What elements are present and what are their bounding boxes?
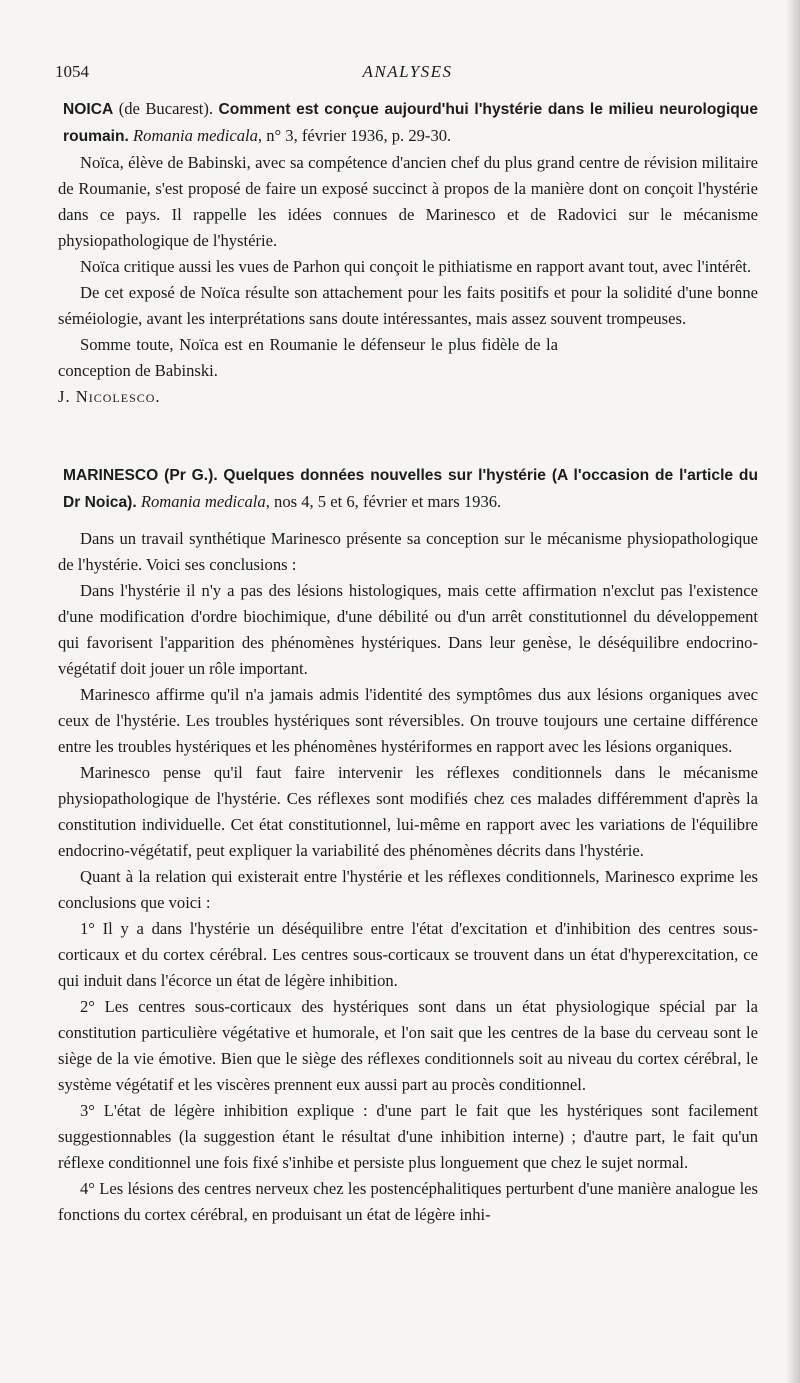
article-author: MARINESCO (Pr G.). — [63, 467, 218, 484]
running-title: ANALYSES — [362, 62, 453, 81]
article-noica — [58, 96, 758, 410]
paragraph: 1° Il y a dans l'hystérie un déséquilibre entre l'état d'excitation et d'inhibition des centres sous-corticaux et du cortex cérébral. Les centres sous-corticaux se trouvent dans un état d'hyperexcitation, ce qui induit dans l'écorce un état de légère inhibition. — [58, 919, 758, 990]
paragraph: Noïca critique aussi les vues de Parhon qui conçoit le pithiatisme en rapport avant tout, avec l'intérêt. — [80, 257, 752, 276]
article-heading — [63, 462, 758, 516]
paragraph: Dans un travail synthétique Marinesco présente sa conception sur le mécanisme physiopathologique de l'hystérie. Voici ses conclusions : — [58, 529, 758, 574]
article-title: Quelques données nouvelles sur l'hystérie (A l'occasion de l'article du Dr Noica). — [63, 467, 758, 511]
running-header — [55, 62, 760, 86]
paragraph: Marinesco affirme qu'il n'a jamais admis l'identité des symptômes dus aux lésions organiques avec ceux de l'hystérie. Les troubles hystériques sont réversibles. On trouve toujours une certaine différence entre les troubles hystériques et les phénomènes hystériformes en rapport avec les lésions organiques. — [58, 685, 758, 756]
article-marinesco — [58, 462, 758, 1228]
paragraph: Quant à la relation qui existerait entre l'hystérie et les réflexes conditionnels, Marinesco exprime les conclusions que voici : — [58, 867, 758, 912]
signature: J. Nicolesco. — [58, 387, 161, 406]
paragraph: 3° L'état de légère inhibition explique : d'une part le fait que les hystériques sont facilement suggestionnables (la suggestion étant le résultat d'une inhibition interne) ; d'autre part, le fait qu'un réflexe conditionnel une fois fixé s'inhibe et persiste plus longuement que chez le sujet normal. — [58, 1101, 758, 1172]
paragraph: Somme toute, Noïca est en Roumanie le défenseur le plus fidèle de la conception de Babinski. — [58, 335, 558, 380]
article-journal: Romania medicala — [133, 126, 258, 145]
page-number: 1054 — [55, 62, 89, 81]
article-reference: , nos 4, 5 et 6, février et mars 1936. — [265, 492, 502, 511]
article-reference: , n° 3, février 1936, p. 29-30. — [257, 126, 452, 145]
paragraph: Noïca, élève de Babinski, avec sa compétence d'ancien chef du plus grand centre de révision militaire de Roumanie, s'est proposé de faire un exposé succinct à propos de la manière dont on conçoit l'hystérie dans ce pays. Il rappelle les idées connues de Marinesco et de Radovici sur le mécanisme physiopathologique de l'hystérie. — [58, 153, 758, 250]
paragraph: Marinesco pense qu'il faut faire intervenir les réflexes conditionnels dans le mécanisme physiopathologique de l'hystérie. Ces réflexes sont modifiés chez ces malades différemment d'après la constitution individuelle. Cet état constitutionnel, lui-même en rapport avec les variations de l'équilibre endocrino-végétatif, peut expliquer la variabilité des phénomènes décrits dans l'hystérie. — [58, 763, 758, 860]
article-heading — [63, 96, 758, 150]
paragraph: De cet exposé de Noïca résulte son attachement pour les faits positifs et pour la solidité d'une bonne séméiologie, avant les interprétations sans doute intéressantes, mais assez souvent trompeuses. — [58, 283, 758, 328]
paragraph: 4° Les lésions des centres nerveux chez les postencéphalitiques perturbent d'une manière analogue les fonctions du cortex cérébral, en produisant un état de légère inhi- — [58, 1179, 758, 1224]
paragraph: 2° Les centres sous-corticaux des hystériques sont dans un état physiologique spécial par la constitution particulière végétative et humorale, et l'on sait que les centres de la base du cerveau sont le siège de la vie émotive. Bien que le siège des réflexes conditionnels soit au niveau du cortex cérébral, le système végétatif et les viscères prennent eux aussi part au procès conditionnel. — [58, 997, 758, 1094]
page-edge-shadow — [786, 0, 800, 1383]
article-title: Comment est conçue aujourd'hui l'hystérie dans le milieu neurologique roumain. — [63, 101, 758, 145]
article-author: NOICA — [63, 101, 114, 118]
paragraph: Dans l'hystérie il n'y a pas des lésions histologiques, mais cette affirmation n'exclut pas l'existence d'une modification d'ordre biochimique, d'une débilité ou d'un arrêt constitutionnel du développement qui favorisent l'apparition des phénomènes hystériques. Dans leur genèse, le déséquilibre endocrino-végétatif doit jouer un rôle important. — [58, 581, 758, 678]
article-origin: (de Bucarest). — [113, 99, 219, 118]
article-journal: Romania medicala — [140, 492, 266, 511]
